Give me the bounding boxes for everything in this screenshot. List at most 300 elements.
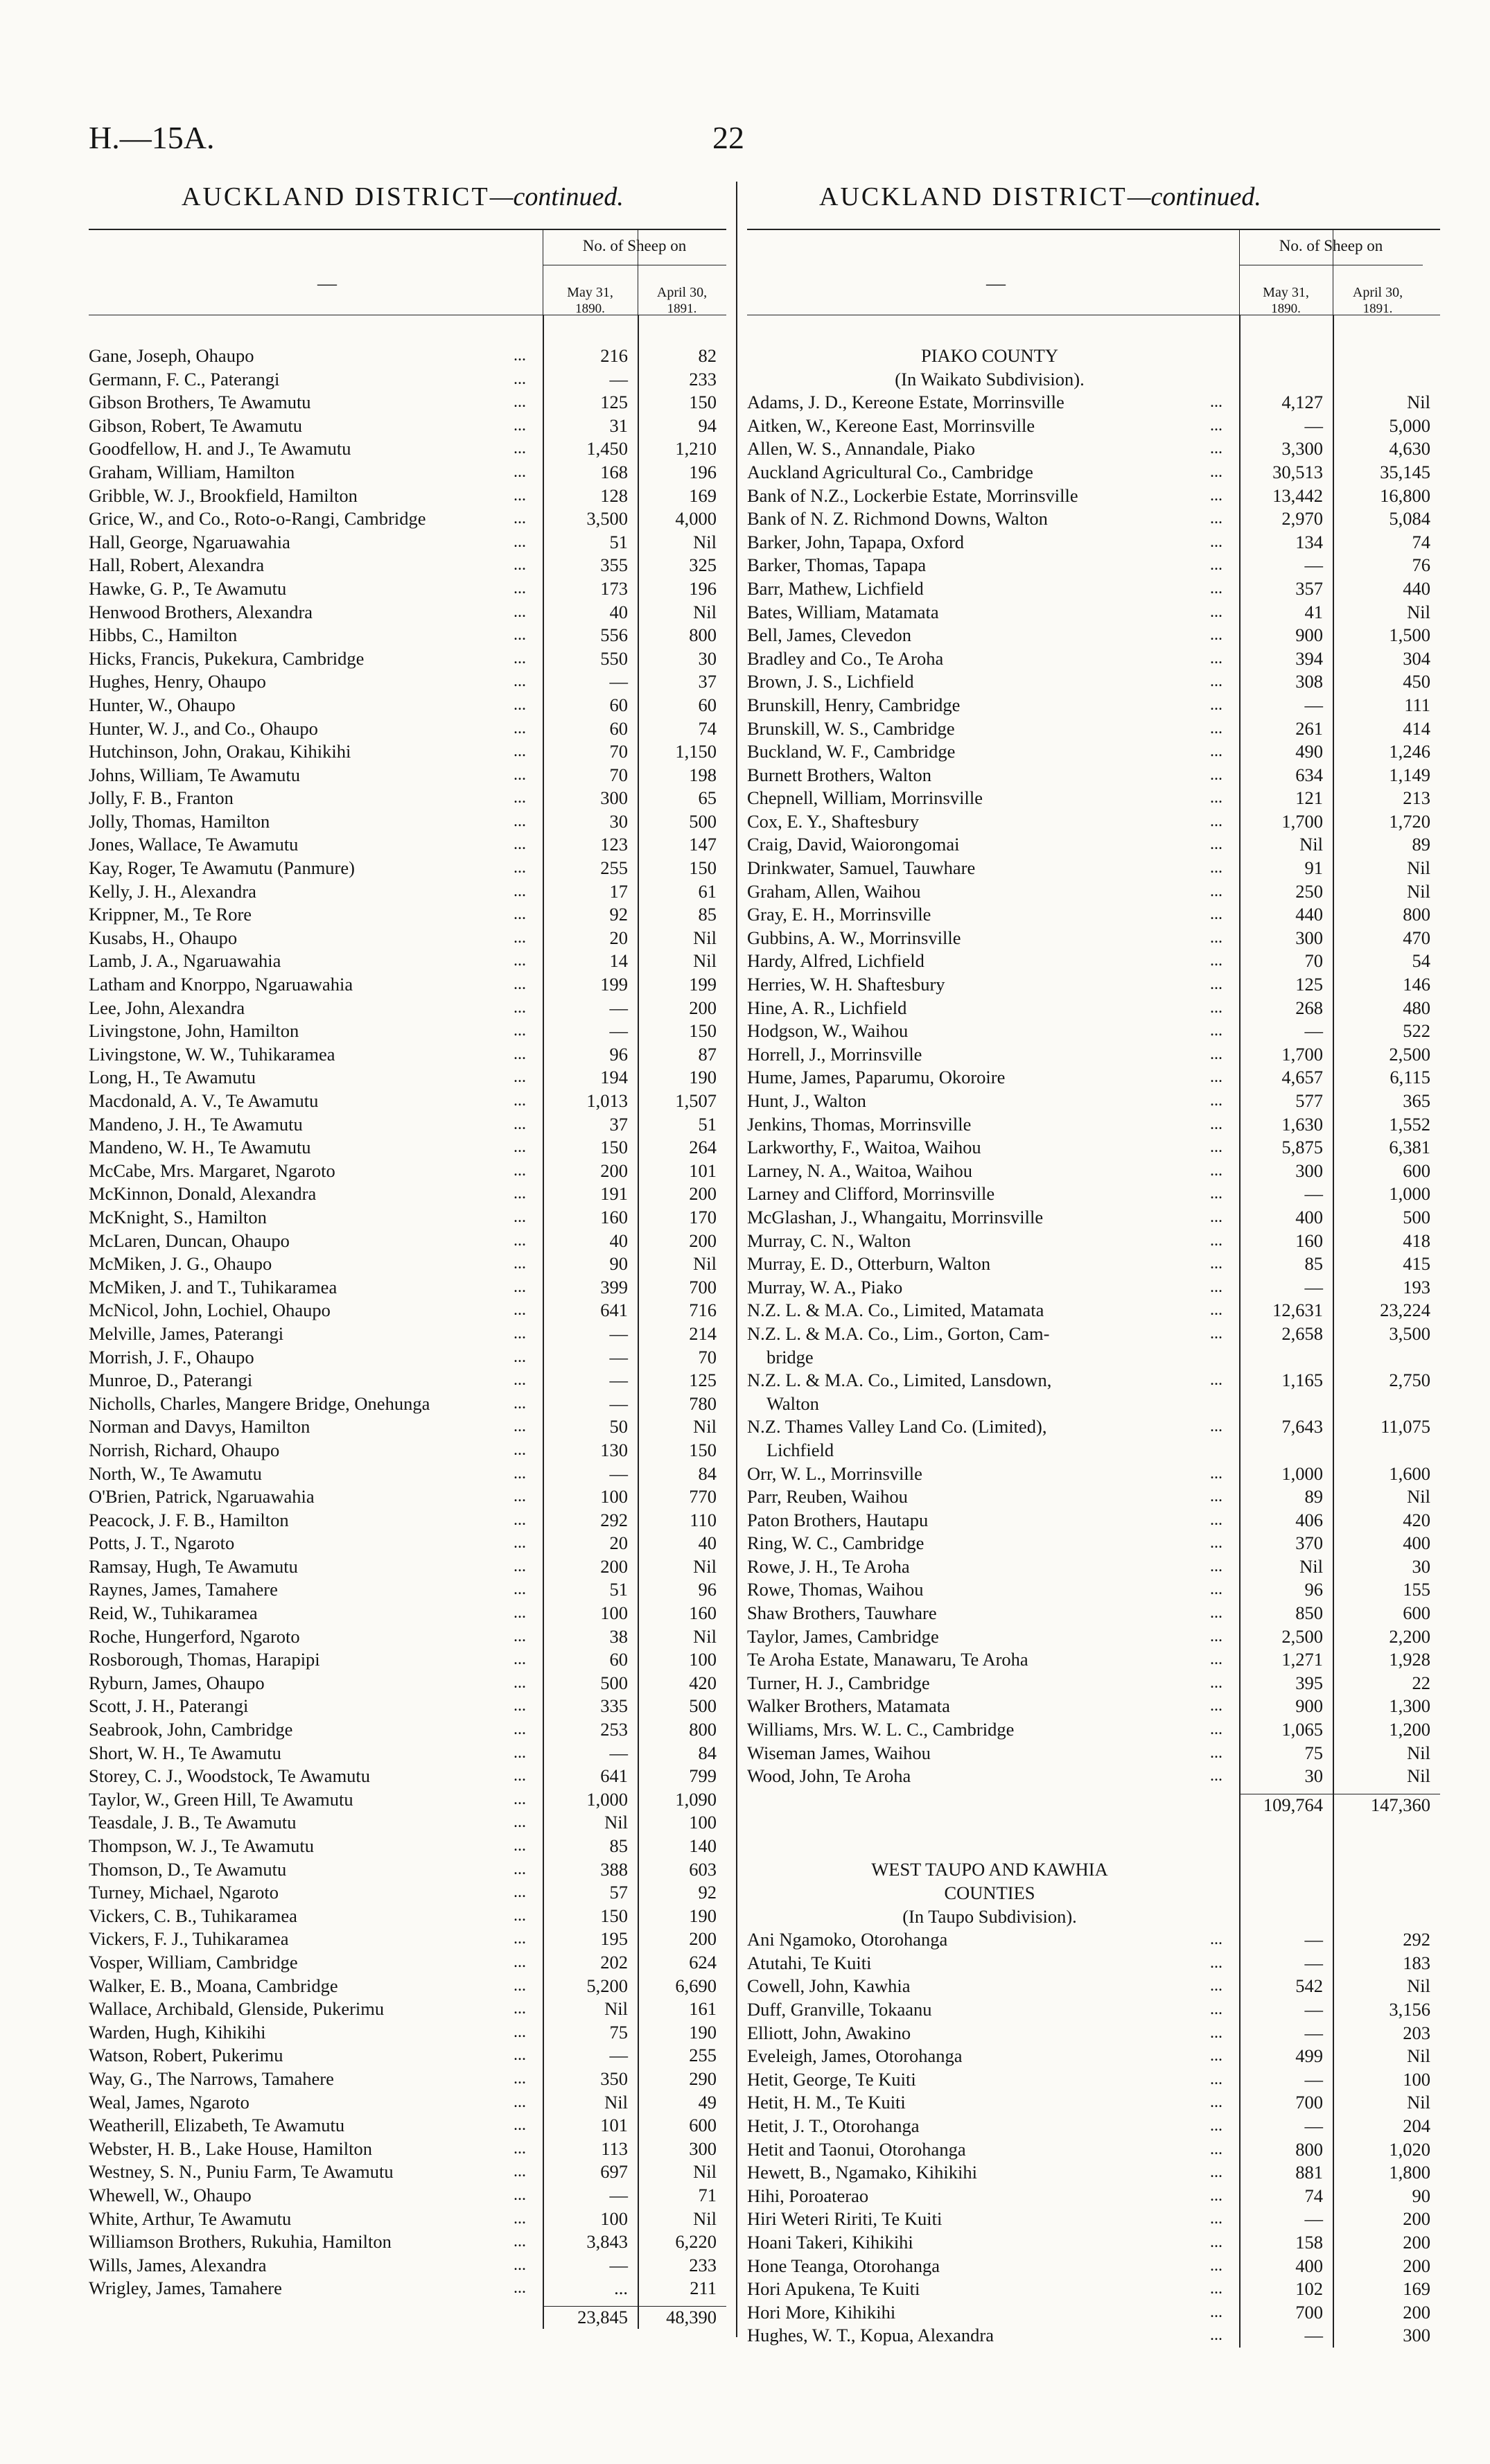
- right-table-header: [747, 230, 1440, 315]
- total-may-1890: 109,764: [1263, 1794, 1323, 1815]
- sheep-april-1891: 125: [689, 1370, 717, 1391]
- sheep-may-1890: 5,200: [586, 1975, 628, 1996]
- leader-dots: ...: [1210, 1255, 1222, 1273]
- table-row: [89, 1113, 726, 1137]
- owner-name: Rowe, J. H., Te Aroha: [747, 1555, 910, 1577]
- table-row: [747, 507, 1440, 531]
- owner-name: Atutahi, Te Kuiti: [747, 1952, 872, 1973]
- sheep-may-1890: 40: [609, 1230, 628, 1251]
- table-row: [747, 1928, 1440, 1952]
- table-row: [747, 2278, 1440, 2301]
- sheep-may-1890: 160: [600, 1206, 628, 1227]
- leader-dots: ...: [514, 1557, 526, 1575]
- table-row: [89, 1905, 726, 1928]
- sheep-may-1890: 3,500: [586, 508, 628, 530]
- leader-dots: ...: [514, 369, 526, 388]
- owner-name: Watson, Robert, Pukerimu: [89, 2045, 283, 2066]
- april-1891-header: April 30, 1891.: [1352, 285, 1403, 316]
- column-separator: [736, 182, 737, 2337]
- sheep-april-1891: 233: [689, 368, 717, 390]
- owner-name: Bates, William, Matamata: [747, 601, 939, 622]
- sheep-april-1891: Nil: [1407, 1742, 1430, 1763]
- sheep-may-1890: 41: [1304, 601, 1323, 622]
- sheep-may-1890: 125: [600, 392, 628, 413]
- table-row: [89, 1695, 726, 1718]
- leader-dots: ...: [514, 416, 526, 435]
- owner-name: Wrigley, James, Tamahere: [89, 2278, 282, 2299]
- sheep-april-1891: 4,000: [675, 508, 717, 530]
- sheep-may-1890: —: [1304, 1998, 1323, 2020]
- leader-dots: ...: [1210, 998, 1222, 1017]
- table-row: [747, 1322, 1440, 1346]
- leader-dots: ...: [514, 1092, 526, 1110]
- sheep-may-1890: 335: [600, 1695, 628, 1717]
- sheep-may-1890: 102: [1295, 2278, 1323, 2300]
- sheep-may-1890: Nil: [604, 2091, 628, 2113]
- sheep-may-1890: —: [1304, 414, 1323, 436]
- owner-name: Shaw Brothers, Tauwhare: [747, 1602, 937, 1624]
- leader-dots: ...: [514, 1697, 526, 1715]
- owner-name: Raynes, James, Tamahere: [89, 1579, 278, 1600]
- leader-dots: ...: [1210, 1557, 1222, 1575]
- table-row: [89, 414, 726, 438]
- sheep-may-1890: 4,127: [1281, 392, 1323, 413]
- table-row: [747, 1998, 1440, 2022]
- sheep-may-1890: 900: [1295, 624, 1323, 646]
- table-row: [747, 997, 1440, 1020]
- owner-name: Brunskill, W. S., Cambridge: [747, 717, 955, 739]
- sheep-april-1891: 169: [1403, 2278, 1430, 2300]
- table-row: [89, 1043, 726, 1067]
- leader-dots: ...: [514, 1417, 526, 1436]
- table-row: [747, 2045, 1440, 2068]
- table-row: [747, 1742, 1440, 1765]
- sheep-may-1890: 51: [609, 1579, 628, 1600]
- sheep-april-1891: Nil: [693, 1416, 717, 1438]
- sheep-may-1890: 550: [600, 647, 628, 669]
- table-row: [89, 2160, 726, 2184]
- table-row: [89, 1276, 726, 1300]
- leader-dots: ...: [1210, 1115, 1222, 1133]
- sheep-may-1890: —: [609, 2045, 628, 2066]
- sheep-may-1890: 123: [600, 834, 628, 855]
- table-row: [89, 1020, 726, 1043]
- sheep-april-1891: Nil: [1407, 1975, 1430, 1997]
- leader-dots: ...: [1210, 1627, 1222, 1645]
- sheep-april-1891: 1,090: [675, 1788, 717, 1810]
- leader-dots: ...: [1210, 1534, 1222, 1553]
- sheep-may-1890: 440: [1295, 904, 1323, 925]
- piako-subdivision-text: (In Waikato Subdivision).: [895, 368, 1085, 390]
- owner-name: Kelly, J. H., Alexandra: [89, 880, 256, 902]
- sheep-april-1891: 365: [1403, 1090, 1430, 1111]
- sheep-may-1890: 395: [1295, 1672, 1323, 1693]
- leader-dots: ...: [1210, 416, 1222, 435]
- owner-name: Brunskill, Henry, Cambridge: [747, 694, 961, 715]
- sheep-may-1890: 800: [1295, 2138, 1323, 2160]
- sheep-april-1891: 203: [1403, 2022, 1430, 2043]
- leader-dots: ...: [514, 462, 526, 481]
- sheep-april-1891: 200: [689, 1230, 717, 1251]
- owner-name: Drinkwater, Samuel, Tauwhare: [747, 857, 976, 879]
- owner-name: Potts, J. T., Ngaroto: [89, 1532, 235, 1554]
- sheep-april-1891: 200: [1403, 2231, 1430, 2253]
- leader-dots: ...: [514, 2022, 526, 2041]
- sheep-may-1890: 400: [1295, 1206, 1323, 1227]
- leader-dots: ...: [514, 1604, 526, 1623]
- owner-name: Seabrook, John, Cambridge: [89, 1719, 293, 1740]
- sheep-may-1890: 577: [1295, 1090, 1323, 1111]
- sheep-count-header: No. of Sheep on: [582, 237, 687, 254]
- sheep-may-1890: 85: [609, 1835, 628, 1856]
- sheep-april-1891: 420: [689, 1672, 717, 1693]
- table-row: [89, 1485, 726, 1509]
- leader-dots: ...: [514, 2209, 526, 2228]
- owner-name: Allen, W. S., Annandale, Piako: [747, 438, 976, 460]
- owner-name: Larney, N. A., Waitoa, Waihou: [747, 1160, 972, 1181]
- table-row: [89, 1578, 726, 1602]
- owner-name: Chepnell, William, Morrinsville: [747, 787, 983, 809]
- leader-dots: ...: [1210, 2233, 1222, 2251]
- leader-dots: ...: [514, 1347, 526, 1366]
- sheep-may-1890: 300: [600, 787, 628, 809]
- owner-name: Graham, William, Hamilton: [89, 461, 295, 482]
- table-row: [89, 437, 726, 461]
- owner-name: Hetit and Taonui, Otorohanga: [747, 2138, 966, 2160]
- leader-dots: ...: [514, 626, 526, 645]
- sheep-may-1890: 697: [600, 2161, 628, 2183]
- sheep-may-1890: 399: [600, 1276, 628, 1297]
- sheep-may-1890: 255: [600, 857, 628, 879]
- leader-dots: ...: [514, 1720, 526, 1739]
- table-row: [89, 2277, 726, 2300]
- owner-name: Peacock, J. F. B., Hamilton: [89, 1509, 289, 1530]
- sheep-may-1890: 57: [609, 1882, 628, 1903]
- owner-name: Bank of N.Z., Lockerbie Estate, Morrinsville: [747, 484, 1078, 506]
- sheep-may-1890: 173: [600, 577, 628, 599]
- leader-dots: ...: [514, 1813, 526, 1832]
- leader-dots: ...: [514, 1045, 526, 1063]
- sheep-may-1890: 357: [1295, 577, 1323, 599]
- table-row: [89, 1975, 726, 1998]
- may-1890-header: May 31, 1890.: [567, 285, 613, 316]
- owner-name: Eveleigh, James, Otorohanga: [747, 2045, 963, 2067]
- piako-subdivision: [747, 368, 1440, 392]
- sheep-april-1891: Nil: [1407, 2045, 1430, 2067]
- owner-name: Hiri Weteri Ririti, Te Kuiti: [747, 2208, 943, 2230]
- sheep-april-1891: 111: [1404, 694, 1430, 715]
- owner-name: Te Aroha Estate, Manawaru, Te Aroha: [747, 1649, 1028, 1670]
- leader-dots: ...: [514, 1860, 526, 1878]
- owner-name: Parr, Reuben, Waihou: [747, 1486, 908, 1508]
- sheep-april-1891: 74: [1412, 531, 1430, 552]
- sheep-may-1890: 556: [600, 624, 628, 646]
- leader-dots: ...: [1210, 1953, 1222, 1972]
- leader-dots: ...: [514, 1464, 526, 1483]
- owner-name: Turner, H. J., Cambridge: [747, 1672, 930, 1693]
- leader-dots: ...: [514, 2092, 526, 2111]
- owner-name: McKinnon, Donald, Alexandra: [89, 1183, 317, 1205]
- sheep-may-1890: 91: [1304, 857, 1323, 879]
- leader-dots: ...: [514, 812, 526, 830]
- table-row: [89, 740, 726, 764]
- table-row: [747, 1532, 1440, 1555]
- owner-name: Norman and Davys, Hamilton: [89, 1416, 310, 1438]
- table-row: [747, 764, 1440, 787]
- sheep-may-1890: 20: [609, 1532, 628, 1554]
- table-row: [747, 1252, 1440, 1276]
- leader-dots: ...: [514, 1440, 526, 1459]
- table-row: [89, 1858, 726, 1882]
- owner-name: Hall, Robert, Alexandra: [89, 554, 265, 576]
- sheep-april-1891: 800: [689, 624, 717, 646]
- table-row: [89, 1392, 726, 1416]
- sheep-april-1891: 400: [1403, 1532, 1430, 1554]
- sheep-may-1890: Nil: [1299, 1555, 1323, 1577]
- leader-dots: ...: [514, 1394, 526, 1413]
- sheep-april-1891: 110: [690, 1509, 717, 1530]
- leader-dots: ...: [1210, 1045, 1222, 1063]
- sheep-may-1890: 96: [609, 1043, 628, 1065]
- sheep-april-1891: 2,750: [1389, 1370, 1430, 1391]
- owner-name: Livingstone, W. W., Tuhikaramea: [89, 1043, 335, 1065]
- table-row: [89, 1835, 726, 1858]
- table-row: [747, 1090, 1440, 1113]
- table-row: [89, 1765, 726, 1788]
- table-row: [89, 391, 726, 414]
- sheep-april-1891: 500: [689, 1695, 717, 1717]
- sheep-may-1890: —: [1304, 1276, 1323, 1297]
- leader-dots: ...: [514, 835, 526, 854]
- leader-dots: ...: [1210, 579, 1222, 597]
- table-row: [89, 810, 726, 834]
- sheep-april-1891: 84: [698, 1742, 717, 1763]
- owner-name: Brown, J. S., Lichfield: [747, 671, 914, 692]
- owner-name: Munroe, D., Paterangi: [89, 1370, 253, 1391]
- table-row: [747, 2161, 1440, 2185]
- owner-name: Rowe, Thomas, Waihou: [747, 1579, 924, 1600]
- sheep-april-1891: 600: [1403, 1160, 1430, 1181]
- owner-name: Rosborough, Thomas, Harapipi: [89, 1649, 320, 1670]
- table-row: [747, 1113, 1440, 1137]
- owner-name: Mandeno, J. H., Te Awamutu: [89, 1113, 303, 1135]
- leader-dots: ...: [514, 1510, 526, 1529]
- sheep-may-1890: 1,630: [1281, 1113, 1323, 1135]
- table-row: [89, 2208, 726, 2231]
- leader-dots: ...: [1210, 1371, 1222, 1390]
- table-row: [747, 554, 1440, 577]
- table-row: [89, 1788, 726, 1812]
- leader-dots: ...: [1210, 532, 1222, 551]
- table-row: [747, 1230, 1440, 1253]
- sheep-april-1891: 799: [689, 1765, 717, 1787]
- sheep-may-1890: —: [609, 368, 628, 390]
- table-row: [89, 1928, 726, 1951]
- sheep-april-1891: 450: [1403, 671, 1430, 692]
- table-row: [747, 1555, 1440, 1579]
- sheep-may-1890: 38: [609, 1625, 628, 1647]
- sheep-may-1890: 253: [600, 1719, 628, 1740]
- leader-dots: ...: [514, 1767, 526, 1785]
- sheep-may-1890: 1,165: [1281, 1370, 1323, 1391]
- total-may-1890: 23,845: [577, 2306, 628, 2327]
- sheep-may-1890: 1,000: [586, 1788, 628, 1810]
- leader-dots: ...: [514, 1790, 526, 1808]
- sheep-may-1890: —: [609, 997, 628, 1018]
- table-row: [89, 1090, 726, 1113]
- sheep-may-1890: Nil: [604, 1998, 628, 2020]
- leader-dots: ...: [514, 1650, 526, 1669]
- owner-name: Murray, E. D., Otterburn, Walton: [747, 1253, 991, 1275]
- owner-name: Auckland Agricultural Co., Cambridge: [747, 461, 1033, 482]
- sheep-may-1890: 292: [600, 1509, 628, 1530]
- sheep-april-1891: 200: [689, 1928, 717, 1950]
- table-row: [747, 414, 1440, 438]
- sheep-april-1891: 84: [698, 1462, 717, 1484]
- sheep-april-1891: 30: [1412, 1555, 1430, 1577]
- sheep-april-1891: Nil: [693, 2161, 717, 2183]
- leader-dots: ...: [514, 975, 526, 994]
- owner-name: McCabe, Mrs. Margaret, Ngaroto: [89, 1160, 335, 1181]
- sheep-may-1890: 75: [609, 2021, 628, 2043]
- table-row: [747, 1346, 1440, 1370]
- owner-name: Latham and Knorppo, Ngaruawahia: [89, 974, 353, 995]
- sheep-april-1891: 700: [689, 1276, 717, 1297]
- sheep-may-1890: —: [609, 1392, 628, 1414]
- sheep-may-1890: —: [609, 1370, 628, 1391]
- leader-dots: ...: [514, 742, 526, 761]
- leader-dots: ...: [514, 1976, 526, 1995]
- table-row: [89, 1625, 726, 1649]
- leader-dots: ...: [514, 1255, 526, 1273]
- table-row: [747, 1975, 1440, 1998]
- sheep-april-1891: 420: [1403, 1509, 1430, 1530]
- sheep-april-1891: 1,552: [1389, 1113, 1430, 1135]
- table-row: [747, 1578, 1440, 1602]
- sheep-april-1891: 1,500: [1389, 624, 1430, 646]
- owner-name: N.Z. L. & M.A. Co., Limited, Lansdown,: [747, 1370, 1052, 1391]
- sheep-may-1890: —: [609, 1020, 628, 1042]
- owner-name: Weatherill, Elizabeth, Te Awamutu: [89, 2115, 345, 2136]
- sheep-may-1890: 202: [600, 1951, 628, 1973]
- owner-name: North, W., Te Awamutu: [89, 1462, 262, 1484]
- sheep-april-1891: 1,150: [675, 741, 717, 762]
- leader-dots: ...: [514, 1534, 526, 1553]
- sheep-april-1891: 198: [689, 764, 717, 785]
- sheep-april-1891: Nil: [1407, 857, 1430, 879]
- sheep-april-1891: 23,224: [1380, 1300, 1430, 1321]
- leader-dots: ...: [1210, 1510, 1222, 1529]
- leader-dots: ...: [1210, 882, 1222, 900]
- sheep-may-1890: 406: [1295, 1509, 1323, 1530]
- owner-name: Henwood Brothers, Alexandra: [89, 601, 313, 622]
- table-row: [89, 1881, 726, 1905]
- sheep-april-1891: 1,300: [1389, 1695, 1430, 1717]
- leader-dots: ...: [1210, 2000, 1222, 2018]
- sheep-april-1891: 290: [689, 2068, 717, 2089]
- sheep-april-1891: 6,115: [1390, 1067, 1430, 1088]
- table-row: [747, 601, 1440, 624]
- leader-dots: ...: [514, 1487, 526, 1506]
- leader-dots: ...: [1210, 1697, 1222, 1715]
- owner-name: Goodfellow, H. and J., Te Awamutu: [89, 438, 351, 460]
- sheep-april-1891: 71: [698, 2184, 717, 2205]
- leader-dots: ...: [514, 1115, 526, 1133]
- leader-dots: ...: [1210, 2140, 1222, 2158]
- owner-name: O'Brien, Patrick, Ngaruawahia: [89, 1486, 315, 1508]
- leader-dots: ...: [1210, 719, 1222, 737]
- table-row: [89, 1415, 726, 1439]
- leader-dots: ...: [1210, 928, 1222, 947]
- owner-name: Hughes, Henry, Ohaupo: [89, 671, 266, 692]
- owner-name: Hunter, W., Ohaupo: [89, 694, 236, 715]
- owner-name: N.Z. L. & M.A. Co., Lim., Gorton, Cam-: [747, 1322, 1050, 1344]
- sheep-may-1890: —: [1304, 2115, 1323, 2136]
- table-row: [89, 2254, 726, 2278]
- sheep-april-1891: 146: [1403, 974, 1430, 995]
- leader-dots: ...: [1210, 509, 1222, 528]
- sheep-april-1891: 70: [698, 1346, 717, 1368]
- owner-name: Williamson Brothers, Rukuhia, Hamilton: [89, 2231, 392, 2253]
- sheep-may-1890: 70: [1304, 950, 1323, 972]
- sheep-may-1890: 37: [609, 1113, 628, 1135]
- sheep-april-1891: 60: [698, 694, 717, 715]
- sheep-may-1890: 400: [1295, 2255, 1323, 2276]
- sheep-april-1891: 325: [689, 554, 717, 576]
- sheep-may-1890: 125: [1295, 974, 1323, 995]
- left-title: AUCKLAND DISTRICT—continued.: [182, 182, 624, 211]
- sheep-may-1890: 168: [600, 461, 628, 482]
- owner-name: Nicholls, Charles, Mangere Bridge, Onehunga: [89, 1392, 430, 1414]
- sheep-april-1891: 770: [689, 1486, 717, 1508]
- sheep-april-1891: 94: [698, 414, 717, 436]
- table-row: [747, 461, 1440, 484]
- sheep-april-1891: 169: [689, 484, 717, 506]
- table-row: [89, 1998, 726, 2021]
- owner-name: McNicol, John, Lochiel, Ohaupo: [89, 1300, 331, 1321]
- owner-name: Aitken, W., Kereone East, Morrinsville: [747, 414, 1035, 436]
- sheep-april-1891: 4,630: [1389, 438, 1430, 460]
- sheep-may-1890: —: [609, 1462, 628, 1484]
- sheep-april-1891: 183: [1403, 1952, 1430, 1973]
- sheep-april-1891: Nil: [1407, 2092, 1430, 2113]
- owner-name: Barr, Mathew, Lichfield: [747, 577, 924, 599]
- leader-dots: ...: [1210, 952, 1222, 970]
- sheep-april-1891: 100: [689, 1812, 717, 1833]
- owner-name: Kay, Roger, Te Awamutu (Panmure): [89, 857, 355, 879]
- sheep-april-1891: 603: [689, 1858, 717, 1880]
- sheep-april-1891: 199: [689, 974, 717, 995]
- table-row: [747, 740, 1440, 764]
- leader-dots: ...: [1210, 2163, 1222, 2182]
- table-row: [89, 601, 726, 624]
- left-total-row: [89, 2306, 726, 2330]
- sheep-april-1891: 150: [689, 392, 717, 413]
- table-row: [747, 857, 1440, 880]
- sheep-may-1890: 90: [609, 1253, 628, 1275]
- table-row: [747, 2324, 1440, 2348]
- leader-dots: ...: [514, 1138, 526, 1157]
- sheep-may-1890: 200: [600, 1160, 628, 1181]
- sheep-april-1891: 96: [698, 1579, 717, 1600]
- sheep-april-1891: 1,020: [1389, 2138, 1430, 2160]
- sheep-may-1890: 134: [1295, 531, 1323, 552]
- leader-dots: ...: [514, 672, 526, 691]
- sheep-may-1890: 394: [1295, 647, 1323, 669]
- sheep-may-1890: 261: [1295, 717, 1323, 739]
- sheep-april-1891: 92: [698, 1882, 717, 1903]
- table-row: [89, 927, 726, 950]
